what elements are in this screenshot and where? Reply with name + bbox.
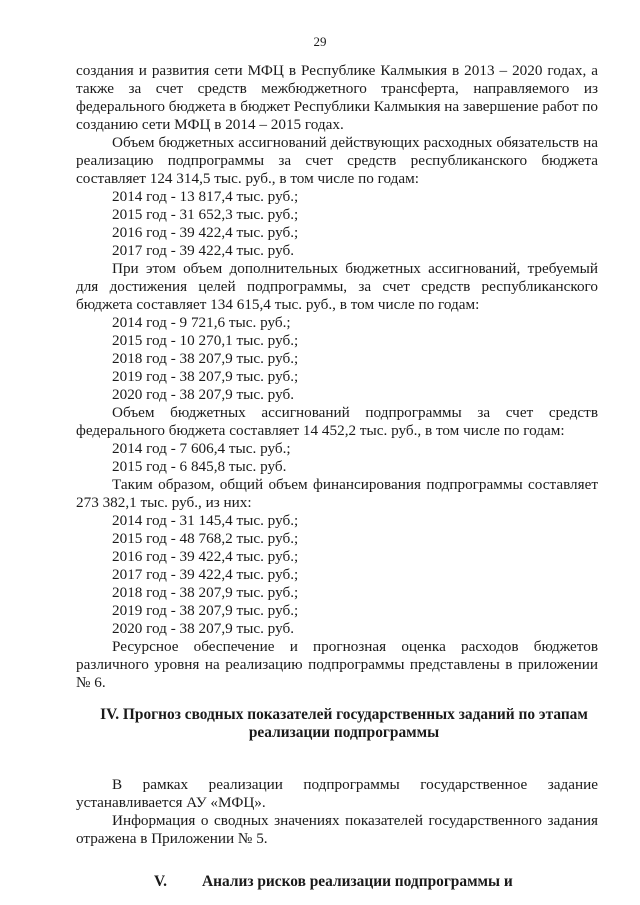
page-number: 29 xyxy=(313,34,327,49)
year-line: 2016 год - 39 422,4 тыс. руб.; xyxy=(112,224,299,241)
state-task-paragraph: В рамках реализации подпрограммы государственное задание устанавливается АУ «МФЦ». xyxy=(76,776,598,811)
year-line: 2015 год - 6 845,8 тыс. руб. xyxy=(112,458,287,475)
year-line: 2020 год - 38 207,9 тыс. руб. xyxy=(112,620,294,637)
federal-budget-paragraph: Объем бюджетных ассигнований подпрограммы за счет средств федерального бюджета составляет 14 452,2 тыс. руб., в том числе по годам: xyxy=(76,404,598,439)
year-line: 2015 год - 48 768,2 тыс. руб.; xyxy=(112,530,299,547)
republican-budget-paragraph: Объем бюджетных ассигнований действующих расходных обязательств на реализацию подпрограммы за счет средств республиканского бюджета составляет 124 314,5 тыс. руб., в том числе по годам: xyxy=(76,134,598,187)
year-line: 2019 год - 38 207,9 тыс. руб.; xyxy=(112,368,299,385)
year-line: 2015 год - 10 270,1 тыс. руб.; xyxy=(112,332,299,349)
year-line: 2017 год - 39 422,4 тыс. руб. xyxy=(112,242,294,259)
year-line: 2017 год - 39 422,4 тыс. руб.; xyxy=(112,566,299,583)
state-task-info-paragraph: Информация о сводных значениях показателей государственного задания отражена в Приложении № 5. xyxy=(76,812,598,847)
page-content xyxy=(76,62,598,891)
year-line: 2016 год - 39 422,4 тыс. руб.; xyxy=(112,548,299,565)
year-line: 2020 год - 38 207,9 тыс. руб. xyxy=(112,386,294,403)
intro-paragraph: создания и развития сети МФЦ в Республике Калмыкия в 2013 – 2020 годах, а также за счет средств межбюджетного трансферта, направляемого из федерального бюджета в бюджет Республики Калмыкия на завершение работ по созданию сети МФЦ в 2014 – 2015 годах. xyxy=(76,62,598,133)
year-line: 2018 год - 38 207,9 тыс. руб.; xyxy=(112,350,299,367)
additional-budget-paragraph: При этом объем дополнительных бюджетных ассигнований, требуемый для достижения целей подпрограммы, за счет средств республиканского бюджета составляет 134 615,4 тыс. руб., в том числе по годам: xyxy=(76,260,598,313)
resource-paragraph: Ресурсное обеспечение и прогнозная оценка расходов бюджетов различного уровня на реализацию подпрограммы представлены в приложении № 6. xyxy=(76,638,598,691)
section-v-heading xyxy=(76,873,598,891)
year-line: 2014 год - 9 721,6 тыс. руб.; xyxy=(112,314,291,331)
republican-budget-years xyxy=(76,188,598,260)
year-line: 2018 год - 38 207,9 тыс. руб.; xyxy=(112,584,299,601)
section-v-title: Анализ рисков реализации подпрограммы и xyxy=(202,873,513,890)
federal-budget-years xyxy=(76,440,598,476)
total-financing-years xyxy=(76,512,598,638)
year-line: 2015 год - 31 652,3 тыс. руб.; xyxy=(112,206,299,223)
year-line: 2014 год - 13 817,4 тыс. руб.; xyxy=(112,188,299,205)
year-line: 2014 год - 7 606,4 тыс. руб.; xyxy=(112,440,291,457)
year-line: 2014 год - 31 145,4 тыс. руб.; xyxy=(112,512,299,529)
year-line: 2019 год - 38 207,9 тыс. руб.; xyxy=(112,602,299,619)
additional-budget-years xyxy=(76,314,598,404)
total-financing-paragraph: Таким образом, общий объем финансирования подпрограммы составляет 273 382,1 тыс. руб., из них: xyxy=(76,476,598,511)
section-v-number: V. xyxy=(154,873,167,890)
section-iv-heading: IV. Прогноз сводных показателей государственных заданий по этапам реализации подпрограммы xyxy=(100,706,588,741)
